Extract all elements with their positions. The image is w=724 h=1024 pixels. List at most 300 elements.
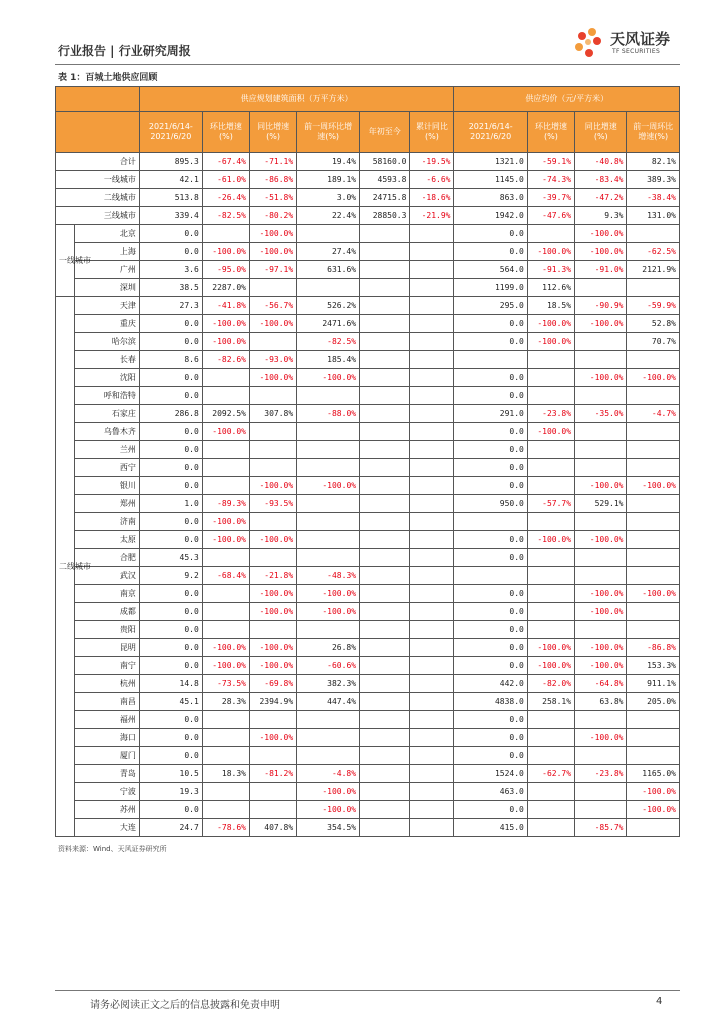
table-row xyxy=(56,747,680,765)
table-row xyxy=(56,333,680,351)
table-cell: 3.6 xyxy=(139,261,202,279)
table-cell: 9.3% xyxy=(575,207,627,225)
city-name: 南昌 xyxy=(74,693,139,711)
table-cell: 0.0 xyxy=(454,657,527,675)
row-label: 合计 xyxy=(56,153,140,171)
table-cell xyxy=(202,441,249,459)
table-cell: -100.0% xyxy=(627,369,680,387)
table-cell xyxy=(527,783,574,801)
table-cell xyxy=(297,621,360,639)
table-cell xyxy=(575,441,627,459)
table-cell: 407.8% xyxy=(249,819,296,837)
table-cell: 0.0 xyxy=(454,441,527,459)
table-cell: 63.8% xyxy=(575,693,627,711)
table-cell xyxy=(410,621,454,639)
table-cell: 0.0 xyxy=(454,459,527,477)
table-cell: 0.0 xyxy=(454,243,527,261)
table-cell: -91.0% xyxy=(575,261,627,279)
table-cell: 38.5 xyxy=(139,279,202,297)
table-cell: -97.1% xyxy=(249,261,296,279)
row-group-label: 二线城市 xyxy=(56,297,75,837)
table-cell: 415.0 xyxy=(454,819,527,837)
city-name: 太原 xyxy=(74,531,139,549)
table-cell xyxy=(297,279,360,297)
table-cell xyxy=(527,549,574,567)
table-cell: -100.0% xyxy=(202,657,249,675)
table-cell xyxy=(360,279,410,297)
table-cell xyxy=(249,513,296,531)
table-cell: -38.4% xyxy=(627,189,680,207)
table-cell: -23.8% xyxy=(575,765,627,783)
table-row xyxy=(56,567,680,585)
table-row xyxy=(56,225,680,243)
table-cell: -82.5% xyxy=(297,333,360,351)
table-cell xyxy=(410,765,454,783)
table-cell: -47.2% xyxy=(575,189,627,207)
table-cell: 18.3% xyxy=(202,765,249,783)
table-cell: -100.0% xyxy=(297,477,360,495)
table-cell: 24715.8 xyxy=(360,189,410,207)
table-cell xyxy=(410,531,454,549)
table-cell xyxy=(249,333,296,351)
table-cell: -93.5% xyxy=(249,495,296,513)
city-name: 苏州 xyxy=(74,801,139,819)
table-cell xyxy=(627,495,680,513)
table-row xyxy=(56,603,680,621)
city-name: 深圳 xyxy=(74,279,139,297)
table-cell xyxy=(360,297,410,315)
table-row xyxy=(56,279,680,297)
table-row xyxy=(56,765,680,783)
table-cell xyxy=(410,639,454,657)
table-cell: 0.0 xyxy=(454,747,527,765)
table-cell: -40.8% xyxy=(575,153,627,171)
table-cell xyxy=(360,657,410,675)
table-row xyxy=(56,153,680,171)
table-cell xyxy=(410,603,454,621)
table-cell xyxy=(410,261,454,279)
table-cell: -81.2% xyxy=(249,765,296,783)
table-cell: 9.2 xyxy=(139,567,202,585)
table-cell xyxy=(297,513,360,531)
table-cell: 42.1 xyxy=(139,171,202,189)
table-cell: 0.0 xyxy=(454,585,527,603)
table-cell: -100.0% xyxy=(527,243,574,261)
table-cell: -100.0% xyxy=(575,603,627,621)
table-cell xyxy=(627,225,680,243)
table-row xyxy=(56,531,680,549)
table-cell: -100.0% xyxy=(575,477,627,495)
city-name: 重庆 xyxy=(74,315,139,333)
table-cell: -100.0% xyxy=(297,585,360,603)
table-cell: 52.8% xyxy=(627,315,680,333)
table-cell: -80.2% xyxy=(249,207,296,225)
table-cell xyxy=(360,369,410,387)
table-row xyxy=(56,297,680,315)
table-cell: 0.0 xyxy=(454,639,527,657)
city-name: 杭州 xyxy=(74,675,139,693)
table-cell xyxy=(575,333,627,351)
table-cell: 295.0 xyxy=(454,297,527,315)
table-cell: -100.0% xyxy=(575,369,627,387)
table-cell xyxy=(627,441,680,459)
table-cell: -100.0% xyxy=(202,423,249,441)
table-cell: 0.0 xyxy=(139,639,202,657)
table-cell: 4593.8 xyxy=(360,171,410,189)
table-cell xyxy=(297,423,360,441)
table-cell xyxy=(527,369,574,387)
table-cell: -100.0% xyxy=(249,243,296,261)
row-label: 一线城市 xyxy=(56,171,140,189)
table-cell xyxy=(627,423,680,441)
table-cell xyxy=(575,351,627,369)
table-cell xyxy=(202,747,249,765)
table-cell: 2121.9% xyxy=(627,261,680,279)
table-cell: 19.4% xyxy=(297,153,360,171)
table-cell: -100.0% xyxy=(202,243,249,261)
table-cell xyxy=(297,441,360,459)
table-row xyxy=(56,369,680,387)
table-cell xyxy=(527,513,574,531)
table-cell xyxy=(410,801,454,819)
table-cell: -100.0% xyxy=(527,639,574,657)
table-cell: -100.0% xyxy=(575,315,627,333)
table-cell: 0.0 xyxy=(454,387,527,405)
table-row xyxy=(56,423,680,441)
table-row xyxy=(56,477,680,495)
table-cell: 24.7 xyxy=(139,819,202,837)
table-cell: -100.0% xyxy=(575,729,627,747)
table-cell: -100.0% xyxy=(297,783,360,801)
table-cell: 463.0 xyxy=(454,783,527,801)
table-cell: -100.0% xyxy=(249,639,296,657)
table-row xyxy=(56,621,680,639)
table-cell xyxy=(575,423,627,441)
table-cell: 354.5% xyxy=(297,819,360,837)
table-cell: -100.0% xyxy=(249,225,296,243)
table-cell xyxy=(575,801,627,819)
table-cell: -100.0% xyxy=(249,315,296,333)
table-cell xyxy=(360,675,410,693)
col-header-area-ytd-yoy: 累计同比(%) xyxy=(410,112,454,153)
table-cell xyxy=(297,495,360,513)
table-cell: 307.8% xyxy=(249,405,296,423)
table-cell: -39.7% xyxy=(527,189,574,207)
city-name: 宁波 xyxy=(74,783,139,801)
table-cell xyxy=(410,351,454,369)
table-cell: 0.0 xyxy=(139,477,202,495)
table-cell: 0.0 xyxy=(139,747,202,765)
table-cell: -93.0% xyxy=(249,351,296,369)
footer-divider xyxy=(55,990,680,991)
table-cell: -100.0% xyxy=(297,369,360,387)
header-divider xyxy=(55,64,680,65)
city-name: 沈阳 xyxy=(74,369,139,387)
city-name: 兰州 xyxy=(74,441,139,459)
table-cell: 27.4% xyxy=(297,243,360,261)
table-row xyxy=(56,585,680,603)
table-cell xyxy=(202,603,249,621)
city-name: 南宁 xyxy=(74,657,139,675)
table-cell: 0.0 xyxy=(454,729,527,747)
table-cell xyxy=(627,531,680,549)
table-cell: 153.3% xyxy=(627,657,680,675)
table-cell: -59.9% xyxy=(627,297,680,315)
city-name: 贵阳 xyxy=(74,621,139,639)
table-cell: 0.0 xyxy=(139,513,202,531)
table-cell: -60.6% xyxy=(297,657,360,675)
table-cell xyxy=(410,567,454,585)
table-cell: -21.9% xyxy=(410,207,454,225)
table-cell: -100.0% xyxy=(575,225,627,243)
table-cell: 0.0 xyxy=(139,369,202,387)
table-row xyxy=(56,693,680,711)
table-cell: 8.6 xyxy=(139,351,202,369)
city-name: 郑州 xyxy=(74,495,139,513)
table-cell xyxy=(249,801,296,819)
table-cell: -89.3% xyxy=(202,495,249,513)
table-cell xyxy=(627,819,680,837)
table-cell: -100.0% xyxy=(249,657,296,675)
table-cell xyxy=(360,531,410,549)
city-name: 长春 xyxy=(74,351,139,369)
table-cell xyxy=(410,297,454,315)
table-row xyxy=(56,207,680,225)
table-cell xyxy=(360,405,410,423)
table-cell xyxy=(297,747,360,765)
table-cell: -47.6% xyxy=(527,207,574,225)
table-cell xyxy=(360,801,410,819)
table-cell xyxy=(202,621,249,639)
header-corner xyxy=(56,87,140,112)
table-cell: 1145.0 xyxy=(454,171,527,189)
table-cell: -100.0% xyxy=(575,243,627,261)
table-row xyxy=(56,495,680,513)
table-cell: -61.0% xyxy=(202,171,249,189)
table-cell: 2287.0% xyxy=(202,279,249,297)
table-cell xyxy=(527,711,574,729)
table-cell xyxy=(575,711,627,729)
table-cell: -88.0% xyxy=(297,405,360,423)
table-cell xyxy=(202,459,249,477)
table-cell: 0.0 xyxy=(454,477,527,495)
land-supply-table xyxy=(55,86,680,837)
table-cell: -57.7% xyxy=(527,495,574,513)
city-name: 成都 xyxy=(74,603,139,621)
table-cell: -100.0% xyxy=(575,657,627,675)
table-cell xyxy=(527,621,574,639)
table-cell: -100.0% xyxy=(297,801,360,819)
table-cell xyxy=(410,747,454,765)
table-cell: -6.6% xyxy=(410,171,454,189)
table-cell: -71.1% xyxy=(249,153,296,171)
table-cell: -4.8% xyxy=(297,765,360,783)
table-cell: 0.0 xyxy=(139,585,202,603)
table-cell: -86.8% xyxy=(249,171,296,189)
group-header-price: 供应均价（元/平方米） xyxy=(454,87,680,112)
city-name: 海口 xyxy=(74,729,139,747)
table-cell: 0.0 xyxy=(454,333,527,351)
report-header-title: 行业报告 | 行业研究周报 xyxy=(58,44,191,58)
table-cell: 863.0 xyxy=(454,189,527,207)
table-cell xyxy=(410,675,454,693)
table-cell: -100.0% xyxy=(527,657,574,675)
table-cell: 442.0 xyxy=(454,675,527,693)
table-cell: 291.0 xyxy=(454,405,527,423)
table-cell: 0.0 xyxy=(454,801,527,819)
table-cell: 1199.0 xyxy=(454,279,527,297)
table-cell xyxy=(360,747,410,765)
table-cell: 0.0 xyxy=(454,603,527,621)
table-cell: 4838.0 xyxy=(454,693,527,711)
table-cell xyxy=(202,711,249,729)
table-cell xyxy=(627,513,680,531)
table-cell: -82.0% xyxy=(527,675,574,693)
table-cell xyxy=(360,495,410,513)
table-cell xyxy=(575,387,627,405)
table-cell: 82.1% xyxy=(627,153,680,171)
table-cell xyxy=(360,639,410,657)
table-cell: -100.0% xyxy=(202,639,249,657)
table-cell: -82.5% xyxy=(202,207,249,225)
table-cell: -41.8% xyxy=(202,297,249,315)
table-cell xyxy=(627,387,680,405)
table-row xyxy=(56,729,680,747)
col-header-price-period: 2021/6/14-2021/6/20 xyxy=(454,112,527,153)
col-header-area-ytd: 年初至今 xyxy=(360,112,410,153)
table-cell: -73.5% xyxy=(202,675,249,693)
table-title: 表 1：百城土地供应回顾 xyxy=(58,73,158,83)
table-cell xyxy=(202,585,249,603)
table-cell: 286.8 xyxy=(139,405,202,423)
table-cell: -83.4% xyxy=(575,171,627,189)
table-cell: 0.0 xyxy=(454,621,527,639)
table-cell: -100.0% xyxy=(627,801,680,819)
table-row xyxy=(56,405,680,423)
table-cell xyxy=(627,549,680,567)
company-logo xyxy=(570,26,680,62)
table-cell: 14.8 xyxy=(139,675,202,693)
table-cell: 45.3 xyxy=(139,549,202,567)
table-cell: 0.0 xyxy=(454,549,527,567)
table-cell: -90.9% xyxy=(575,297,627,315)
table-cell: 513.8 xyxy=(139,189,202,207)
table-cell: -62.5% xyxy=(627,243,680,261)
page-number: 4 xyxy=(656,996,663,1007)
table-cell xyxy=(627,459,680,477)
table-cell: 0.0 xyxy=(139,315,202,333)
table-cell: -91.3% xyxy=(527,261,574,279)
table-cell: 1942.0 xyxy=(454,207,527,225)
table-cell: -100.0% xyxy=(249,531,296,549)
row-label: 二线城市 xyxy=(56,189,140,207)
city-name: 天津 xyxy=(74,297,139,315)
table-cell: 2394.9% xyxy=(249,693,296,711)
table-cell: -100.0% xyxy=(575,531,627,549)
city-name: 武汉 xyxy=(74,567,139,585)
table-cell: -100.0% xyxy=(202,531,249,549)
table-cell xyxy=(410,657,454,675)
table-cell: -69.8% xyxy=(249,675,296,693)
footer-disclaimer: 请务必阅读正文之后的信息披露和免责申明 xyxy=(90,1000,280,1011)
table-cell: 185.4% xyxy=(297,351,360,369)
table-cell: 2471.6% xyxy=(297,315,360,333)
table-cell: -100.0% xyxy=(202,315,249,333)
table-cell xyxy=(575,621,627,639)
table-cell: -100.0% xyxy=(249,603,296,621)
table-cell xyxy=(249,783,296,801)
table-cell: -100.0% xyxy=(627,585,680,603)
table-cell xyxy=(249,711,296,729)
table-cell: -100.0% xyxy=(249,585,296,603)
city-name: 南京 xyxy=(74,585,139,603)
table-cell xyxy=(202,369,249,387)
table-cell xyxy=(360,765,410,783)
table-cell: -100.0% xyxy=(527,315,574,333)
table-cell xyxy=(527,225,574,243)
table-row xyxy=(56,189,680,207)
row-group-label: 一线城市 xyxy=(56,225,75,297)
table-cell xyxy=(454,351,527,369)
table-cell xyxy=(410,819,454,837)
table-cell xyxy=(410,243,454,261)
table-cell xyxy=(410,369,454,387)
table-cell: -35.0% xyxy=(575,405,627,423)
table-cell xyxy=(627,711,680,729)
table-cell: 45.1 xyxy=(139,693,202,711)
table-cell xyxy=(575,567,627,585)
table-cell: 19.3 xyxy=(139,783,202,801)
city-name: 大连 xyxy=(74,819,139,837)
table-cell: -56.7% xyxy=(249,297,296,315)
table-cell xyxy=(360,603,410,621)
table-cell: 895.3 xyxy=(139,153,202,171)
col-header-area-yoy: 同比增速(%) xyxy=(249,112,296,153)
table-cell xyxy=(410,549,454,567)
source-note: 资料来源：Wind、天风证券研究所 xyxy=(58,845,167,853)
table-cell: 0.0 xyxy=(139,729,202,747)
table-row xyxy=(56,639,680,657)
table-cell: 0.0 xyxy=(139,531,202,549)
table-cell xyxy=(575,279,627,297)
table-cell xyxy=(410,729,454,747)
table-cell xyxy=(575,513,627,531)
table-cell: -100.0% xyxy=(249,369,296,387)
table-cell: -59.1% xyxy=(527,153,574,171)
table-cell xyxy=(410,279,454,297)
table-cell xyxy=(527,387,574,405)
table-cell xyxy=(527,441,574,459)
table-cell: 112.6% xyxy=(527,279,574,297)
table-row xyxy=(56,387,680,405)
table-cell xyxy=(527,747,574,765)
table-cell: 258.1% xyxy=(527,693,574,711)
table-row xyxy=(56,171,680,189)
table-cell xyxy=(527,351,574,369)
table-cell: 28850.3 xyxy=(360,207,410,225)
table-cell: 0.0 xyxy=(139,603,202,621)
table-cell: 3.0% xyxy=(297,189,360,207)
table-cell xyxy=(410,423,454,441)
table-cell: -82.6% xyxy=(202,351,249,369)
logo-subtitle: TF SECURITIES xyxy=(612,48,661,55)
table-cell: 70.7% xyxy=(627,333,680,351)
table-cell: -100.0% xyxy=(527,531,574,549)
table-cell xyxy=(454,567,527,585)
table-cell: -51.8% xyxy=(249,189,296,207)
table-row xyxy=(56,441,680,459)
table-cell xyxy=(297,387,360,405)
